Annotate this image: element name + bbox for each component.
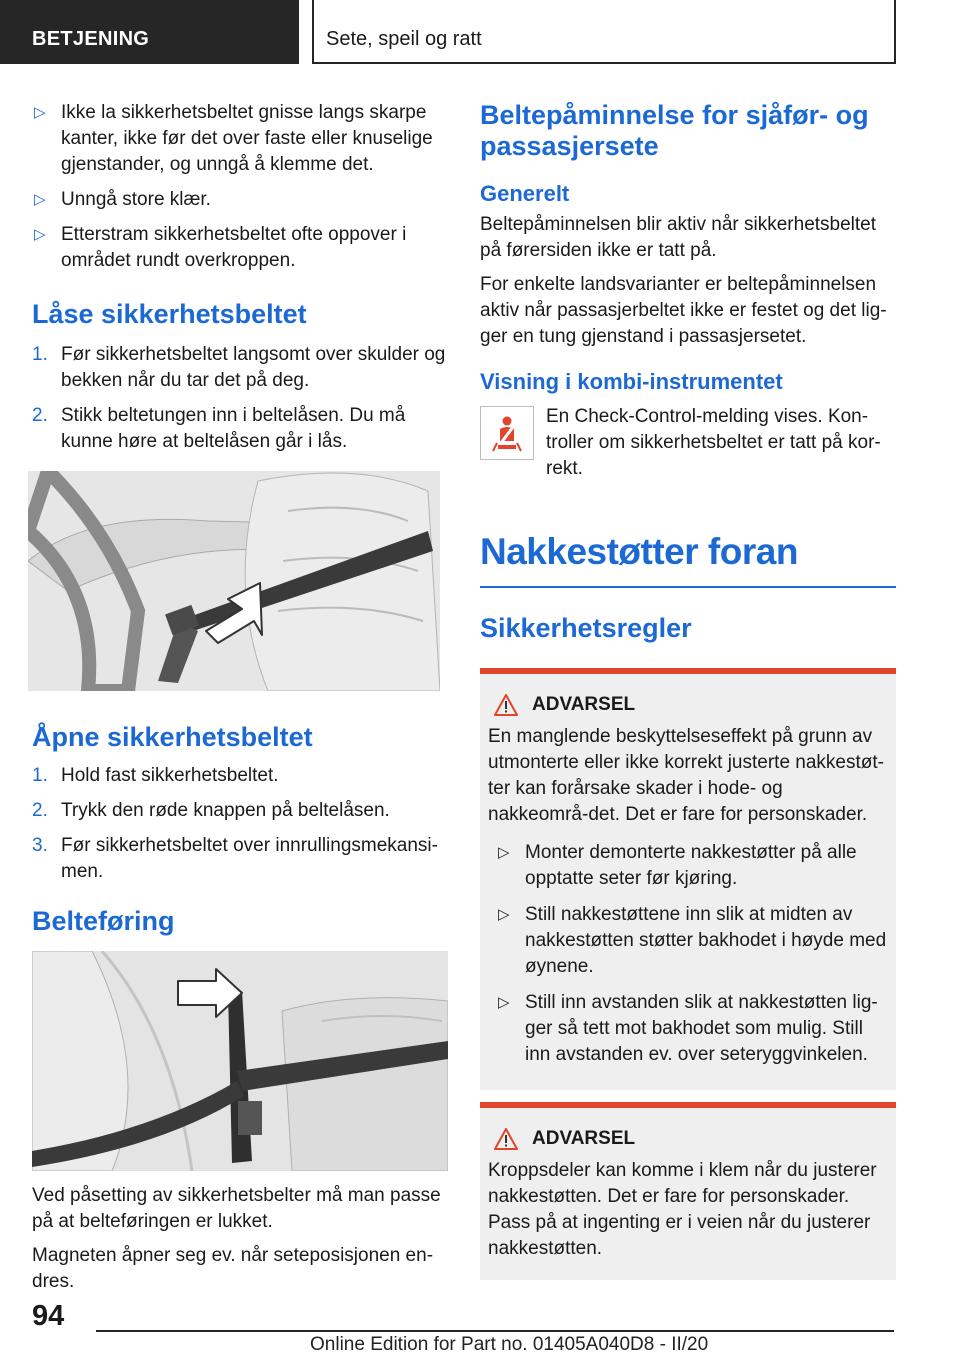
- headrests-chapter-heading: Nakkestøtter foran: [480, 531, 798, 572]
- reminder-paragraph: For enkelte landsvarianter er beltepåminnelsen aktiv når passasjerbeltet ikke er festet og det lig-ger en tung gjenstand i passasjersetet.: [480, 274, 887, 347]
- list-item: 1. Før sikkerhetsbeltet langsomt over skulder og bekken når du tar det på deg.: [32, 344, 446, 391]
- header-page-title: Sete, speil og ratt: [312, 0, 896, 64]
- belt-reminder-heading: Beltepåminnelse for sjåfør- og passasjersete: [480, 100, 869, 161]
- routing-paragraph: Ved påsetting av sikkerhetsbelter må man passe på at belteføringen er lukket.: [32, 1185, 441, 1232]
- triangle-bullet-icon: ▷: [498, 994, 510, 1011]
- safety-bullet-list: [32, 100, 450, 274]
- list-item: ▷ Unngå store klær.: [32, 187, 450, 213]
- warning-text: Kroppsdeler kan komme i klem når du justerer nakkestøtten. Det er fare for personskader. Pass på at ingenting er i veien når du justerer nakkestøtten.: [488, 1160, 877, 1259]
- display-info-block: [480, 404, 896, 490]
- list-item: ▷ Monter demonterte nakkestøtter på alle opptatte seter før kjøring.: [498, 842, 857, 889]
- routing-paragraph: Magneten åpner seg ev. når seteposisjonen en-dres.: [32, 1245, 434, 1292]
- triangle-bullet-icon: ▷: [498, 906, 510, 923]
- triangle-bullet-icon: ▷: [34, 104, 46, 121]
- triangle-bullet-icon: ▷: [498, 844, 510, 861]
- warning-box: [480, 1102, 896, 1280]
- list-item: 2. Stikk beltetungen inn i beltelåsen. Du må kunne høre at beltelåsen går i lås.: [32, 405, 406, 452]
- reminder-paragraph: Beltepåminnelsen blir aktiv når sikkerhetsbeltet på førersiden ikke er tatt på.: [480, 214, 877, 261]
- display-subheading: Visning i kombi-instrumentet: [480, 369, 783, 394]
- display-text: En Check-Control-melding vises. Kon-troller om sikkerhetsbeltet er tatt på kor-rekt.: [546, 406, 881, 479]
- belt-routing-heading: Belteføring: [32, 906, 175, 936]
- list-item: ▷ Etterstram sikkerhetsbeltet ofte oppover i området rundt overkroppen.: [34, 224, 407, 271]
- footer-divider: [96, 1330, 894, 1332]
- lock-belt-heading: Låse sikkerhetsbeltet: [32, 299, 307, 329]
- list-item: ▷ Ikke la sikkerhetsbeltet gnisse langs skarpe kanter, ikke før det over faste eller knuselige gjenstander, og unngå å klemme det.: [34, 102, 433, 175]
- open-belt-heading: Åpne sikkerhetsbeltet: [32, 722, 313, 752]
- warning-text: En manglende beskyttelseseffekt på grunn av utmonterte eller ikke korrekt justerte nakkestøt-ter kan forårsake skader i hode- og nakkeområ-det. Det er fare for personskader.: [488, 726, 884, 825]
- warning-header: [488, 1128, 888, 1150]
- warning-box: [480, 668, 896, 1090]
- list-item: ▷ Still nakkestøttene inn slik at midten av nakkestøtten støtter bakhodet i høyde med øynene.: [498, 904, 887, 977]
- edition-note: Online Edition for Part no. 01405A040D8 - II/20: [310, 1334, 709, 1355]
- safety-rules-heading: Sikkerhetsregler: [480, 613, 692, 643]
- list-item: 2. Trykk den røde knappen på beltelåsen.: [32, 800, 390, 821]
- seatbelt-buckle-photo: [28, 471, 440, 691]
- warning-triangle-icon: [494, 694, 518, 716]
- warning-triangle-icon: [494, 1128, 518, 1150]
- left-column: [32, 100, 450, 1303]
- general-subheading: Generelt: [480, 181, 570, 206]
- warning-label: ADVARSEL: [532, 694, 636, 715]
- chapter-divider: [480, 586, 896, 588]
- right-column: [480, 100, 896, 1280]
- warning-bullet-list: [496, 840, 888, 1068]
- open-steps: [32, 763, 450, 885]
- list-item: 3. Før sikkerhetsbeltet over innrullingsmekansi-men.: [32, 835, 438, 882]
- list-item: ▷ Still inn avstanden slik at nakkestøtten lig-ger så tett mot bakhodet som mulig. Still inn avstanden ev. over seteryggvinkelen.: [498, 992, 878, 1065]
- header-section-tab: BETJENING: [0, 0, 299, 64]
- warning-header: [488, 694, 888, 716]
- belt-guide-photo: [32, 951, 448, 1171]
- seatbelt-warning-icon: [480, 406, 534, 460]
- lock-steps: [32, 342, 450, 455]
- triangle-bullet-icon: ▷: [34, 226, 46, 243]
- triangle-bullet-icon: ▷: [34, 191, 46, 208]
- page-number: 94: [32, 1300, 65, 1332]
- list-item: 1. Hold fast sikkerhetsbeltet.: [32, 765, 279, 786]
- warning-label: ADVARSEL: [532, 1128, 636, 1149]
